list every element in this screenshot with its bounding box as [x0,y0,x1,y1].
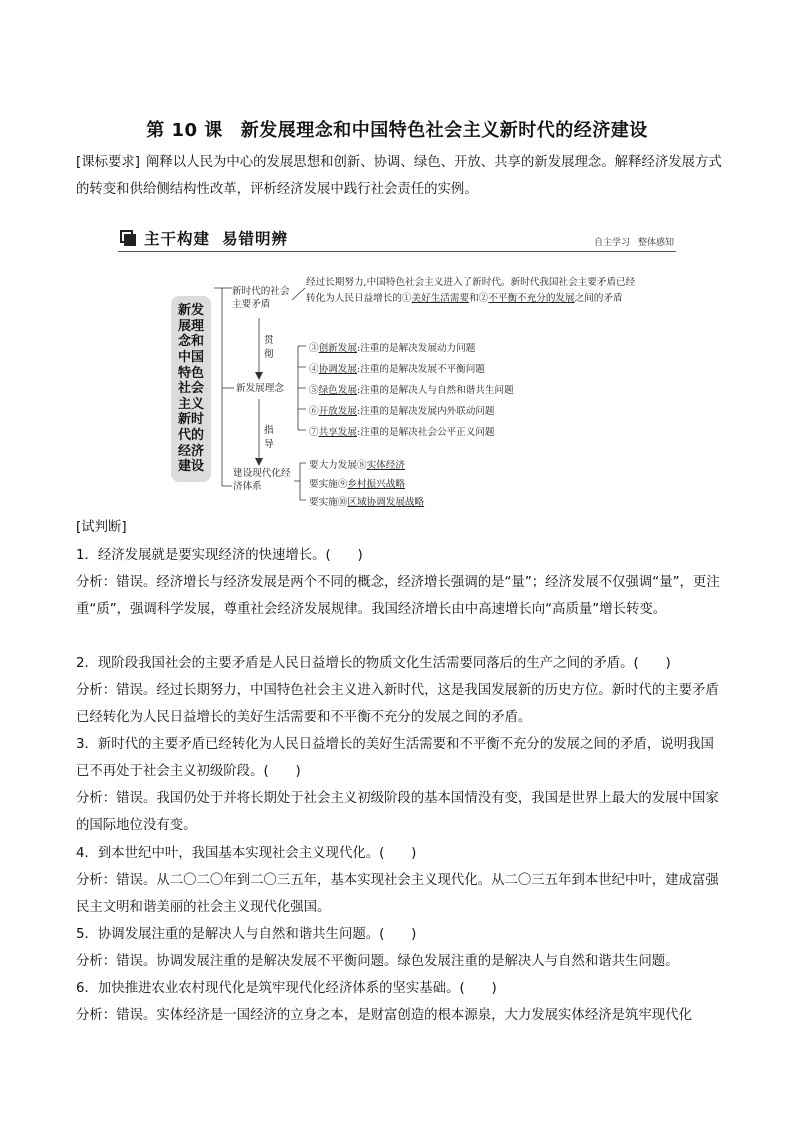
concept-desc: :注重的是解决发展不平衡问题 [356,364,485,375]
link-guide: 指导 [264,425,274,450]
node-new-concept: 新发展理念 [236,383,284,394]
answer-text: 分析：错误。实体经济是一国经济的立身之本，是财富创造的根本源泉，大力发展实体经济是筑牢现代化 [76,1008,692,1023]
section-subtitle-b: 整体感知 [637,238,674,248]
question-text: 5．协调发展注重的是解决人与自然和谐共生问题。( ) [76,927,417,942]
economy-item [309,476,405,490]
contradiction-text-b: 和② [469,292,489,304]
concept-num: ⑤ [309,385,319,396]
section-icon [120,230,136,246]
question-text: 6．加快推进农业农村现代化是筑牢现代化经济体系的坚实基础。( ) [76,981,497,996]
answer-text: 分析：错误。协调发展注重的是解决发展不平衡问题。绿色发展注重的是解决人与自然和谐共生问题。 [76,954,679,969]
question-block [76,921,722,975]
question-text: 2．现阶段我国社会的主要矛盾是人民日益增长的物质文化生活需要同落后的生产之间的矛盾。( ) [76,656,671,671]
section-subtitle [594,235,674,248]
economy-pre: 要大力发展⑧ [309,460,367,471]
question-block [76,542,722,623]
node-modern-economy: 建设现代化经济体系 [233,468,291,492]
question-block [76,650,722,731]
concept-num: ⑦ [309,427,319,438]
lesson-name: 新发展理念和中国特色社会主义新时代的经济建设 [240,120,648,141]
concept-key: 共享发展 [318,427,357,438]
answer-text: 分析：错误。我国仍处于并将长期处于社会主义初级阶段的基本国情没有变，我国是世界上最大的发展中国家的国际地位没有变。 [76,791,719,833]
answer-text: 分析：错误。经过长期努力，中国特色社会主义进入新时代，这是我国发展新的历史方位。新时代的主要矛盾已经转化为人民日益增长的美好生活需要和不平衡不充分的发展之间的矛盾。 [76,683,719,725]
concept-desc: :注重的是解决发展内外联动问题 [356,406,495,417]
concept-num: ③ [309,343,319,354]
economy-key: 乡村振兴战略 [347,479,405,490]
contradiction-description [306,275,636,306]
requirement-text: 阐释以人民为中心的发展思想和创新、协调、绿色、开放、共享的新发展理念。解释经济发展方式的转变和供给侧结构性改革，评析经济发展中践行社会责任的实例。 [76,155,722,197]
economy-pre: 要实施⑩ [309,497,348,508]
link-implement: 贯彻 [264,335,274,360]
economy-item [309,457,405,471]
answer-text: 分析：错误。经济增长与经济发展是两个不同的概念，经济增长强调的是“量”；经济发展不仅强调“量”，更注重“质”，强调科学发展，尊重社会经济发展规律。我国经济增长由中高速增长向“高质量”增长转变。 [76,575,720,617]
concept-desc: :注重的是解决发展动力问题 [356,343,476,354]
question-text: 4．到本世纪中叶，我国基本实现社会主义现代化。( ) [76,846,417,861]
concept-key: 协调发展 [318,364,357,375]
contradiction-text-a: 经过长期努力,中国特色社会主义进入了新时代。新时代我国社会主要矛盾已经转化为人民日益增长的① [306,277,636,304]
concept-item [309,424,495,438]
economy-item [309,494,424,508]
trial-label: [试判断] [76,520,127,535]
section-subtitle-a: 自主学习 [593,238,630,248]
lesson-number: 第 10 课 [146,120,223,141]
section-title-a: 主干构建 [144,230,211,248]
blank-2: 不平衡不充分的发展 [488,292,575,304]
concept-item [309,403,495,417]
concept-item [309,382,514,396]
concept-key: 绿色发展 [318,385,357,396]
curriculum-requirement [76,150,722,203]
contradiction-text-c: 之间的矛盾 [574,292,623,304]
concept-item [309,340,475,354]
question-block [76,975,722,1056]
concept-desc: :注重的是解决人与自然和谐共生问题 [356,385,514,396]
concept-item [309,361,485,375]
root-label: 新发展理念和中国特色社会主义新时代的经济建设 [177,303,204,475]
economy-key: 区域协调发展战略 [347,497,425,508]
question-block [76,840,722,921]
concept-num: ⑥ [309,406,319,417]
page-title [0,116,794,142]
blank-1: 美好生活需要 [411,292,470,304]
node-main-contradiction: 新时代的社会主要矛盾 [232,286,290,310]
concept-num: ④ [309,364,319,375]
requirement-label: [课标要求] [76,155,141,170]
section-header [118,226,676,252]
question-text: 1．经济发展就是要实现经济的快速增长。( ) [76,548,363,563]
answer-text: 分析：错误。从二〇二〇年到二〇三五年，基本实现社会主义现代化。从二〇三五年到本世纪中叶，建成富强民主文明和谐美丽的社会主义现代化强国。 [76,873,719,915]
concept-desc: :注重的是解决社会公平正义问题 [356,427,495,438]
economy-key: 实体经济 [366,460,405,471]
economy-pre: 要实施⑨ [309,479,348,490]
concept-key: 创新发展 [318,343,357,354]
question-block [76,731,722,839]
section-title-b: 易错明辨 [222,230,289,248]
concept-key: 开放发展 [318,406,357,417]
section-title [144,227,288,249]
mind-map-root [171,296,211,482]
question-text: 3．新时代的主要矛盾已经转化为人民日益增长的美好生活需要和不平衡不充分的发展之间的矛盾，说明我国已不再处于社会主义初级阶段。( ) [76,737,714,779]
